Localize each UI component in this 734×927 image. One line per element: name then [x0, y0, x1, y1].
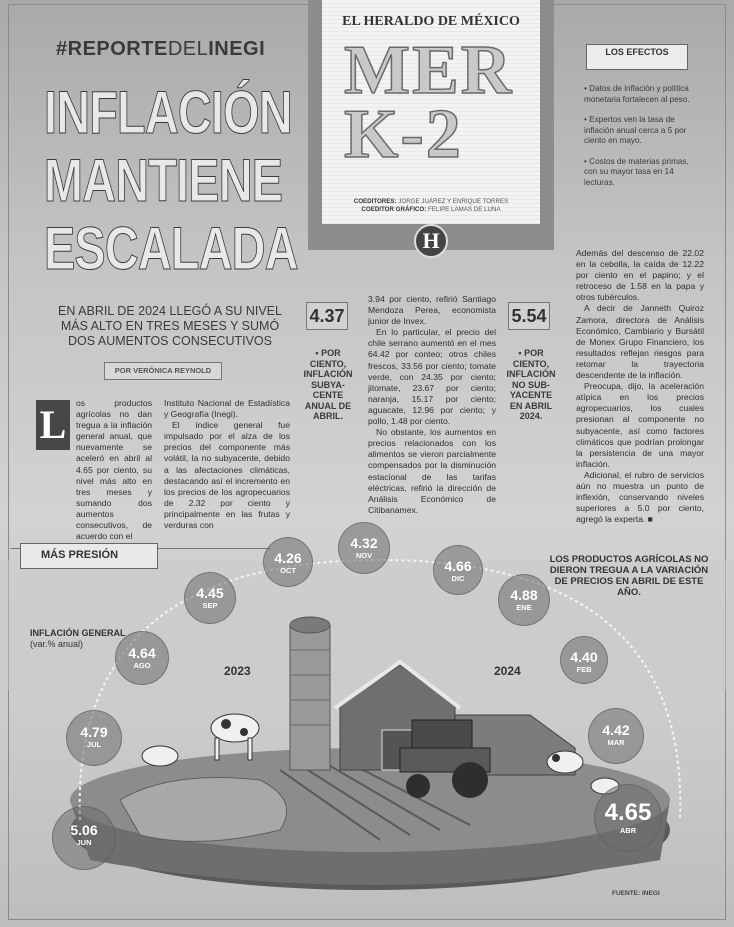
dropcap: L: [36, 400, 70, 450]
inflation-bubble-ago: [115, 631, 169, 685]
kpi-value-subyacente: 4.37: [306, 302, 348, 330]
bubble-month: JUN: [76, 838, 92, 848]
bubble-value: 4.66: [444, 558, 472, 574]
inflation-bubble-abr: [594, 784, 662, 852]
headline-line-2: MANTIENE: [44, 147, 283, 214]
article-paragraph: El índice general fue impulsado por el alza de los precios del componente más volátil, la no subyacente, debido a las afectaciones climáticas, destacando así el incremento en los precios de los agropecuarios de 2.32 por ciento y principalmente en las frutas y verduras con: [164, 420, 290, 531]
kpi-label-subyacente: • POR CIENTO, INFLACIÓN SUBYA-CENTE ANUAL DE ABRIL.: [303, 348, 353, 421]
article-paragraph: Adicional, el rubro de servicios aún no muestra un punto de inflexión, conservando niveles superiores a 5.0 por ciento, agregó la experta. ■: [576, 469, 704, 525]
bubble-value: 4.79: [80, 724, 108, 741]
graphic-section-label: MÁS PRESIÓN: [20, 543, 158, 569]
article-paragraph: En lo particular, el precio del chile serrano aumentó en el mes 64.42 por conteo; otros chiles frescos, 33.56 por ciento; tomate verde, con 24.35 por ciento; jitomate, 23.67 por ciento; naranja, 15.17 por ciento; aguacate, 12.96 por ciento; y pollo, 1.48 por ciento.: [368, 327, 496, 427]
inflation-bubble-dic: [433, 545, 483, 595]
hashtag-part-3: INEGI: [208, 38, 266, 60]
efectos-item: • Expertos ven la tasa de inflación anual cerca a 5 por ciento en mayo.: [584, 115, 704, 147]
arc-path: [80, 560, 681, 820]
bubble-value: 4.26: [274, 550, 302, 566]
graphic-editor-label: COEDITOR GRÁFICO:: [361, 206, 427, 213]
bubble-value: 4.40: [570, 648, 598, 665]
efectos-item: • Datos de inflación y política monetaria fortalecen al peso.: [584, 84, 704, 105]
bubble-value: 4.88: [510, 587, 538, 604]
article-paragraph: Preocupa, dijo, la aceleración atípica en los precios agropecuarios, los cuales presionan al componente no subyacente, así como factores climáticos que podrían prolongar la persistencia de una mayor inflación.: [576, 381, 704, 469]
inflation-bubble-ene: [498, 574, 550, 626]
efectos-title: LOS EFECTOS: [586, 44, 688, 70]
article-paragraph: os productos agrícolas no dan tregua a la inflación general anual, que nuevamente se aceleró en abril al 4.65 por ciento, su nivel más alto en tres meses y sumando dos aumentos consecutivos, de acuerdo con el: [76, 398, 152, 542]
headline-line-3: ESCALADA: [44, 215, 298, 282]
year-label-2023: 2023: [224, 664, 251, 678]
bubble-month: DIC: [451, 574, 465, 583]
inflation-bubble-mar: [588, 708, 644, 764]
bubble-month: SEP: [202, 601, 218, 611]
headline-line-1: INFLACIÓN: [44, 79, 292, 146]
graphic-editor: FELIPE LAMAS DE LUNA: [428, 206, 501, 213]
deck-subtitle: EN ABRIL DE 2024 LLEGÓ A SU NIVEL MÁS ALTO EN TRES MESES Y SUMÓ DOS AUMENTOS CONSECUTIVOS: [58, 304, 282, 348]
bubble-month: AGO: [133, 660, 151, 670]
graphic-note: LOS PRODUCTOS AGRÍCOLAS NO DIERON TREGUA A LA VARIACIÓN DE PRECIOS EN ABRIL DE ESTE AÑO.: [549, 554, 709, 598]
bubble-value: 4.45: [196, 585, 224, 602]
coeditors-label: COEDITORES:: [353, 198, 397, 205]
inflation-bubble-feb: [560, 636, 608, 684]
bubble-month: FEB: [576, 664, 592, 674]
inflation-bubble-nov: [338, 522, 390, 574]
coeditors: JORGE JUÁREZ Y ENRIQUE TORRES: [398, 198, 509, 205]
chart-series-title: INFLACIÓN GENERAL: [30, 628, 126, 638]
bubble-value: 4.32: [350, 535, 378, 552]
bubble-value: 4.65: [604, 798, 652, 826]
efectos-item: • Costos de materias primas, con su mayor tasa en 14 lecturas.: [584, 157, 704, 189]
bubble-month: JUL: [86, 740, 102, 750]
byline: POR VERÓNICA REYNOLD: [104, 362, 222, 380]
section-title-line-2: K-2: [344, 96, 463, 173]
inflation-bubble-jun: [52, 806, 116, 870]
article-paragraph: Instituto Nacional de Estadística y Geografía (Inegi).: [164, 398, 290, 420]
bubble-month: MAR: [607, 738, 625, 748]
bubble-month: ENE: [516, 603, 532, 613]
article-paragraph: 3.94 por ciento, refirió Santiago Mendoza Perea, economista junior de Invex.: [368, 294, 496, 327]
heraldo-logo-icon: H: [414, 224, 448, 258]
article-paragraph: No obstante, los aumentos en precios relacionados con los alimentos se vieron parcialmente compensados por la disminución estacional de las tarifas eléctricas, refirió la dirección de Análisis Económico de Citibanamex.: [368, 427, 496, 515]
kpi-label-no-subyacente: • POR CIENTO, INFLACIÓN NO SUB-YACENTE EN ABRIL 2024.: [506, 348, 556, 421]
hashtag-part-1: #REPORTE: [56, 38, 168, 60]
bubble-value: 5.06: [70, 822, 98, 839]
bubble-month: NOV: [355, 551, 373, 561]
inflation-bubble-jul: [66, 710, 122, 766]
paper-name: EL HERALDO DE MÉXICO: [342, 14, 520, 29]
kpi-value-no-subyacente: 5.54: [508, 302, 550, 330]
inflation-bubble-sep: [184, 572, 236, 624]
section-title-line-1: MER: [344, 32, 514, 109]
hashtag-part-2: DEL: [167, 38, 209, 60]
source-note: FUENTE: INEGI: [612, 890, 660, 897]
article-paragraph: A decir de Janneth Quiroz Zamora, directora de Análisis Económico, Cambiario y Bursátil de Monex Grupo Financiero, los resultados reflejan riesgos para retomar la trayectoria descendente de la inflación.: [576, 303, 704, 381]
bubble-month: ABR: [619, 825, 637, 835]
year-label-2024: 2024: [494, 664, 521, 678]
bubble-value: 4.64: [128, 644, 156, 661]
bubble-value: 4.42: [602, 722, 630, 739]
bubble-month: OCT: [280, 566, 296, 575]
inflation-bubble-oct: [263, 537, 313, 587]
article-paragraph: Además del descenso de 22.02 en la cebolla, la caída de 12.22 por ciento en el papino; y el retroceso de 1.58 en la papa y otros tubérculos.: [576, 248, 704, 303]
chart-unit: (var.% anual): [30, 639, 84, 649]
